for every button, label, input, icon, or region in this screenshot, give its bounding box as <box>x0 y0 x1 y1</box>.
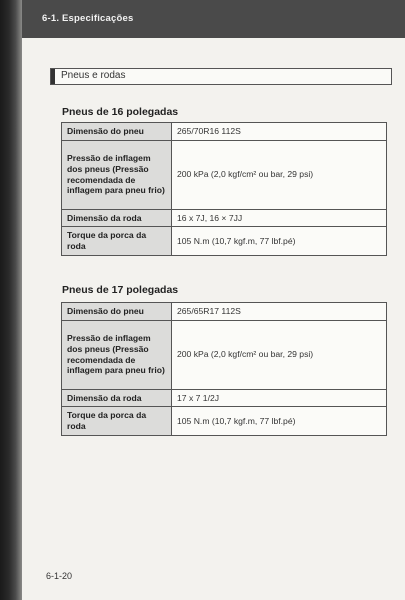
table-row <box>62 303 387 321</box>
section-accent-bar <box>51 69 55 84</box>
row-value: 265/70R16 112S <box>172 123 387 141</box>
row-value: 200 kPa (2,0 kgf/cm² ou bar, 29 psi) <box>172 140 387 209</box>
table-row <box>62 407 387 435</box>
row-label: Pressão de inflagem dos pneus (Pressão recomendada de inflagem para pneu frio) <box>62 140 172 209</box>
row-value: 17 x 7 1/2J <box>172 389 387 407</box>
row-label: Dimensão do pneu <box>62 303 172 321</box>
row-label: Dimensão da roda <box>62 209 172 227</box>
row-value: 105 N.m (10,7 kgf.m, 77 lbf.pé) <box>172 227 387 255</box>
row-value: 105 N.m (10,7 kgf.m, 77 lbf.pé) <box>172 407 387 435</box>
row-label: Torque da porca da roda <box>62 407 172 435</box>
table-row <box>62 227 387 255</box>
table-row <box>62 320 387 389</box>
row-value: 200 kPa (2,0 kgf/cm² ou bar, 29 psi) <box>172 320 387 389</box>
chapter-header <box>22 0 405 38</box>
section-heading <box>50 68 392 85</box>
row-value: 265/65R17 112S <box>172 303 387 321</box>
table-row <box>62 209 387 227</box>
chapter-title: 6-1. Especificações <box>42 13 134 24</box>
page-number: 6-1-20 <box>46 571 73 581</box>
row-label: Dimensão da roda <box>62 389 172 407</box>
spec-table-16 <box>61 122 387 256</box>
table-row <box>62 123 387 141</box>
spec-table-17 <box>61 302 387 436</box>
row-label: Pressão de inflagem dos pneus (Pressão recomendada de inflagem para pneu frio) <box>62 320 172 389</box>
section-title: Pneus e rodas <box>61 70 126 81</box>
table-row <box>62 389 387 407</box>
row-value: 16 x 7J, 16 × 7JJ <box>172 209 387 227</box>
table-row <box>62 140 387 209</box>
row-label: Torque da porca da roda <box>62 227 172 255</box>
book-binding-edge <box>0 0 22 600</box>
table-title-16: Pneus de 16 polegadas <box>62 106 179 118</box>
row-label: Dimensão do pneu <box>62 123 172 141</box>
table-title-17: Pneus de 17 polegadas <box>62 284 179 296</box>
